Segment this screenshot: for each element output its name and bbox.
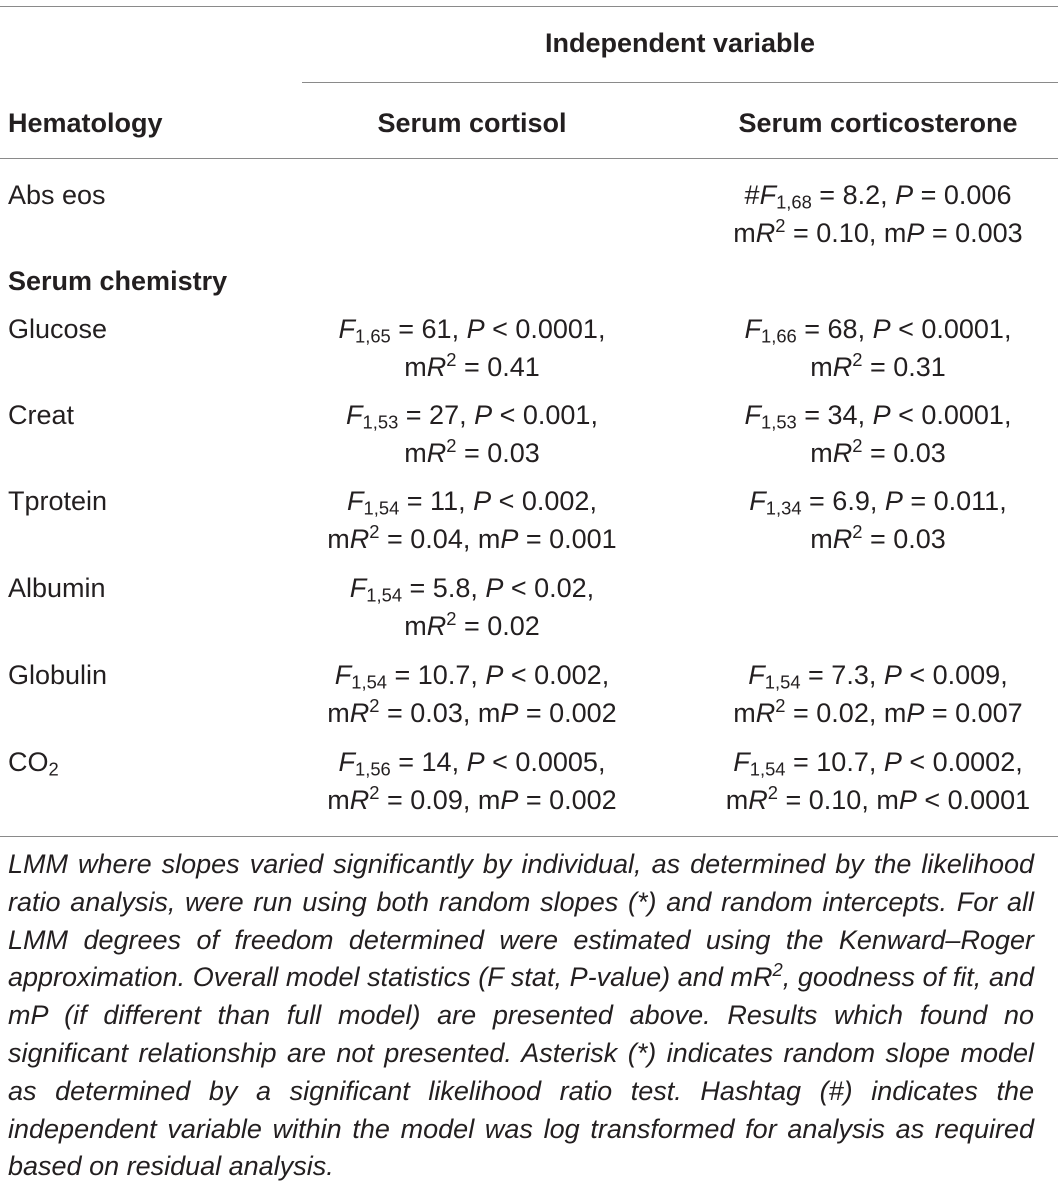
tprotein-cortisol-line2: $mR^2 = 0.04$, mP = 0.001 [327,520,617,554]
section-heading-serum-chemistry: Serum chemistry [8,266,228,296]
column-header-cortisol: Serum cortisol [377,108,567,138]
abs-eos-corticosterone-line2: $mR^2 = 0.10$, mP = 0.003 [733,214,1023,248]
globulin-corticosterone-line2: $mR^2 = 0.02$, mP = 0.007 [733,694,1023,728]
header-rule [0,158,1058,159]
glucose-cortisol-line1: $F_{1,65} = 61$, P < 0.0001, [338,314,606,347]
albumin-cortisol-line1: $F_{1,54} = 5.8$, P < 0.02, [349,573,595,606]
row-label-abs-eos: Abs eos [8,180,106,210]
creat-corticosterone-line1: $F_{1,53} = 34$, P < 0.0001, [744,400,1012,433]
co2-cortisol-line1: $F_{1,56} = 14$, P < 0.0005, [338,747,606,780]
column-header-corticosterone: Serum corticosterone [738,108,1018,138]
row-label-creat: Creat [8,400,75,430]
co2-corticosterone-line2: $mR^2 = 0.10$, mP < 0.0001 [725,781,1031,815]
row-label-glucose: Glucose [8,314,108,344]
glucose-corticosterone-line2: $mR^2 = 0.31$ [810,348,946,382]
row-label-tprotein: Tprotein [8,486,108,516]
glucose-cortisol-line2: $mR^2 = 0.41$ [404,348,540,382]
tprotein-corticosterone-line1: $F_{1,34} = 6.9$, P = 0.011, [749,486,1007,519]
abs-eos-corticosterone-line1: $\#F_{1,68} = 8.2$, P = 0.006 [744,180,1012,213]
co2-cortisol-line2: $mR^2 = 0.09$, mP = 0.002 [327,781,617,815]
creat-cortisol-line1: $F_{1,53} = 27$, P < 0.001, [346,400,598,433]
row-label-globulin: Globulin [8,660,108,690]
row-label-co2: $CO_2$ [8,747,59,780]
spanner-header: Independent variable [544,28,816,58]
bottom-rule [0,836,1058,837]
globulin-cortisol-line2: $mR^2 = 0.03$, mP = 0.002 [327,694,617,728]
tprotein-corticosterone-line2: $mR^2 = 0.03$ [810,520,946,554]
row-label-albumin: Albumin [8,573,106,603]
albumin-cortisol-line2: $mR^2 = 0.02$ [404,607,540,641]
globulin-corticosterone-line1: $F_{1,54} = 7.3$, P < 0.009, [748,660,1008,693]
creat-corticosterone-line2: $mR^2 = 0.03$ [810,434,946,468]
co2-corticosterone-line1: $F_{1,54} = 10.7$, P < 0.0002, [733,747,1023,780]
spanner-rule [302,82,1058,83]
top-rule [0,6,1058,7]
globulin-cortisol-line1: $F_{1,54} = 10.7$, P < 0.002, [334,660,610,693]
creat-cortisol-line2: $mR^2 = 0.03$ [404,434,540,468]
table-footnote: LMM where slopes varied significantly by individual, as determined by the likelihood ratio analysis, were run using both random slopes (*) and random intercepts. For all LMM degrees of freedom determined were estimated using the Kenward–Roger approximation. Overall model statistics (F stat, P-value) and $mR^2$, goodness of fit, and mP (if different than full model) are presented above. Results which found no significant relationship are not presented. Asterisk (*) indicates random slope model as determined by a significant likelihood ratio test. Hashtag (#) indicates the independent variable within the model was log transformed for analysis as required based on residual analysis. [8,849,1034,1182]
tprotein-cortisol-line1: $F_{1,54} = 11$, P < 0.002, [347,486,597,519]
glucose-corticosterone-line1: $F_{1,66} = 68$, P < 0.0001, [744,314,1012,347]
column-header-hematology: Hematology [8,108,163,138]
